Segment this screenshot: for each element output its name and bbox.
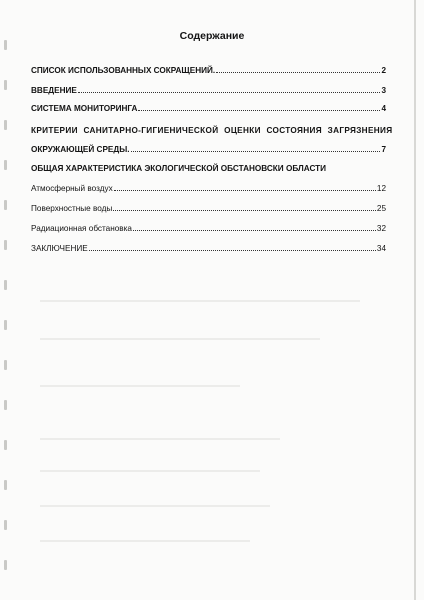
binding-hole: [4, 560, 7, 570]
toc-leader-dots: [133, 230, 376, 231]
toc-entry[interactable]: [31, 244, 386, 253]
bleed-through: [40, 300, 360, 302]
bleed-through: [40, 470, 260, 472]
binding-hole: [4, 200, 7, 210]
bleed-through: [40, 505, 270, 507]
bleed-through: [40, 540, 250, 542]
toc-entry[interactable]: [31, 184, 386, 193]
binding-hole: [4, 520, 7, 530]
bleed-through: [40, 438, 280, 440]
toc-entry-label: ВВЕДЕНИЕ: [31, 86, 77, 95]
binding-hole: [4, 400, 7, 410]
toc-entry-label: КРИТЕРИИ САНИТАРНО-ГИГИЕНИЧЕСКОЙ ОЦЕНКИ СОСТОЯНИЯ ЗАГРЯЗНЕНИЯ: [31, 126, 393, 135]
toc-entry[interactable]: [31, 224, 386, 233]
toc-leader-dots: [131, 151, 381, 152]
toc-leader-dots: [114, 190, 376, 191]
binding-hole: [4, 280, 7, 290]
page-edge-shadow: [414, 0, 416, 600]
toc-entry[interactable]: [31, 145, 386, 154]
toc-entry-page: 7: [381, 145, 386, 154]
binding-hole: [4, 320, 7, 330]
binding-hole: [4, 240, 7, 250]
toc-entry-page: 12: [376, 184, 386, 193]
toc-entry-label: Поверхностные воды: [31, 204, 113, 213]
toc-leader-dots: [89, 250, 376, 251]
toc-entry-page: 34: [376, 244, 386, 253]
toc-entry-page: 3: [381, 86, 386, 95]
toc-entry-label: Атмосферный воздух: [31, 184, 113, 193]
toc-entry-page: 25: [376, 204, 386, 213]
bleed-through: [40, 385, 240, 387]
toc-entry[interactable]: [31, 104, 386, 113]
binding-hole: [4, 120, 7, 130]
toc-entry[interactable]: [31, 204, 386, 213]
toc-entry-page: 2: [381, 66, 386, 75]
binding-hole: [4, 360, 7, 370]
toc-leader-dots: [138, 110, 380, 111]
binding-hole: [4, 480, 7, 490]
toc-leader-dots: [216, 72, 380, 73]
toc-entry[interactable]: [31, 66, 386, 75]
toc-leader-dots: [113, 210, 376, 211]
toc-entry-label: ОБЩАЯ ХАРАКТЕРИСТИКА ЭКОЛОГИЧЕСКОЙ ОБСТАНОВСКИ ОБЛАСТИ: [31, 164, 327, 173]
page-title: Содержание: [179, 30, 245, 42]
toc-entry-page: 4: [381, 104, 386, 113]
toc-entry-page: 32: [376, 224, 386, 233]
binding-holes: [4, 0, 10, 600]
binding-hole: [4, 160, 7, 170]
toc-entry[interactable]: [31, 86, 386, 95]
toc-entry-label: СИСТЕМА МОНИТОРИНГА: [31, 104, 138, 113]
toc-section-heading[interactable]: [31, 164, 386, 173]
bleed-through: [40, 338, 320, 340]
toc-entry-first-line[interactable]: [31, 126, 393, 135]
binding-hole: [4, 440, 7, 450]
binding-hole: [4, 80, 7, 90]
toc-entry-label: СПИСОК ИСПОЛЬЗОВАННЫХ СОКРАЩЕНИЙ.: [31, 66, 216, 75]
toc-entry-label: ОКРУЖАЮЩЕЙ СРЕДЫ.: [31, 145, 130, 154]
toc-entry-label: Радиационная обстановка: [31, 224, 132, 233]
toc-leader-dots: [78, 92, 381, 93]
toc-entry-label: ЗАКЛЮЧЕНИЕ: [31, 244, 88, 253]
